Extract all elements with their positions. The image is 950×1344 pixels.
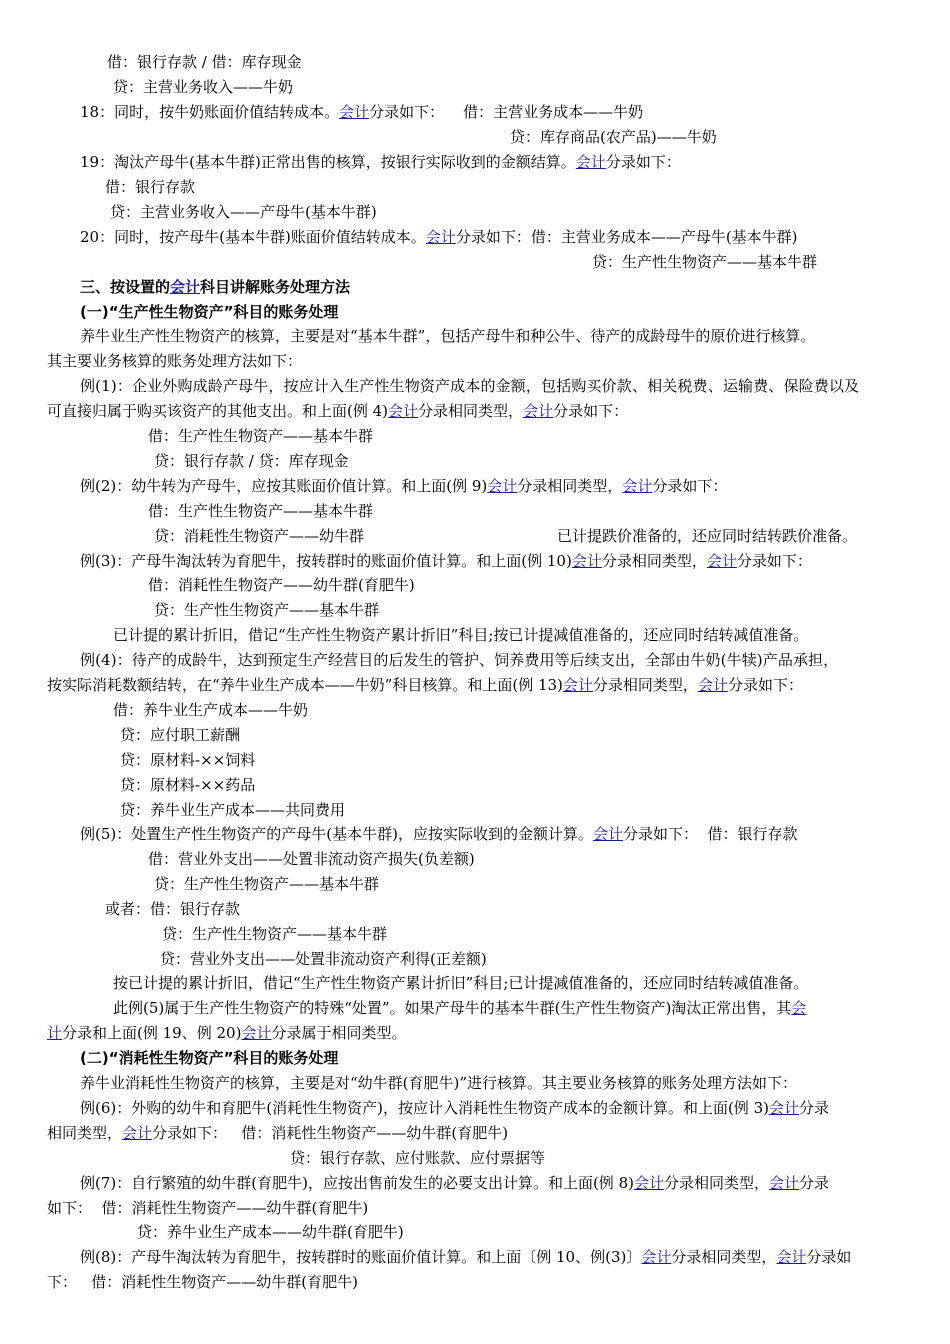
kuaiji-link[interactable]: 会计 — [487, 477, 518, 495]
kuaiji-link[interactable]: 会计 — [633, 1174, 664, 1192]
kuaiji-link[interactable]: 会计 — [241, 1024, 272, 1042]
text-segment: 已计提的累计折旧，借记“生产性生物资产累计折旧”科目;按已计提减值准备的，还应同时结转减值准备。 — [113, 626, 809, 644]
text-segment: 分录和上面(例 19、例 20) — [62, 1024, 242, 1042]
text-segment: 例(8)：产母牛淘汰转为育肥牛，按转群时的账面价值计算。和上面〔例 10、例(3)〕 — [80, 1248, 642, 1266]
text-line — [120, 800, 345, 820]
text-line — [80, 1073, 797, 1093]
text-line — [154, 874, 379, 894]
text-line — [148, 575, 415, 595]
text-segment: 借：银行存款 / 借：库存现金 — [107, 53, 302, 71]
text-segment: 贷：主营业务收入——产母牛(基本牛群) — [110, 203, 377, 221]
text-segment: 贷：生产性生物资产——基本牛群 — [154, 601, 380, 619]
text-segment: 19：淘汰产母牛(基本牛群)正常出售的核算，按银行实际收到的金额结算。 — [80, 153, 576, 171]
text-segment: 分录如下： 借：主营业务成本——牛奶 — [369, 103, 644, 121]
kuaiji-link[interactable]: 会计 — [170, 278, 201, 296]
text-line — [105, 177, 195, 197]
text-segment: 借：消耗性生物资产——幼牛群(育肥牛) — [148, 576, 415, 594]
text-segment: 相同类型， — [47, 1124, 123, 1142]
text-line — [113, 77, 293, 97]
text-line — [148, 849, 475, 869]
text-line — [80, 376, 859, 396]
text-line — [120, 725, 240, 745]
text-line — [510, 127, 717, 147]
text-segment: 例(3)：产母牛淘汰转为育肥牛，按转群时的账面价值计算。和上面(例 10) — [80, 552, 572, 570]
text-line — [80, 152, 681, 172]
kuaiji-link[interactable]: 会计 — [622, 477, 653, 495]
kuaiji-link[interactable]: 会计 — [575, 153, 606, 171]
text-line — [47, 401, 628, 421]
text-line — [557, 526, 857, 546]
text-segment: 例(1)：企业外购成龄产母牛，按应计入生产性生物资产成本的金额，包括购买价款、相关税费、运输费、保险费以及 — [80, 377, 860, 395]
text-line — [47, 1198, 368, 1218]
text-segment: 分录如下： 借：银行存款 — [622, 825, 798, 843]
kuaiji-link[interactable]: 会计 — [769, 1174, 800, 1192]
text-segment: 分录如 — [806, 1248, 852, 1266]
text-segment: (二)“消耗性生物资产”科目的账务处理 — [80, 1049, 339, 1067]
text-segment: 养牛业生产性生物资产的核算，主要是对“基本牛群”，包括产母牛和种公牛、待产的成龄母牛的原价进行核算。 — [80, 327, 816, 345]
text-line — [592, 252, 817, 272]
text-segment: 借：养牛业生产成本——牛奶 — [113, 701, 309, 719]
section-heading — [80, 277, 350, 297]
text-segment: 贷：养牛业生产成本——共同费用 — [120, 801, 346, 819]
text-line — [47, 675, 803, 695]
text-segment: 贷：库存商品(农产品)——牛奶 — [510, 128, 717, 146]
text-line — [290, 1148, 545, 1168]
text-segment: 科目讲解账务处理方法 — [200, 278, 351, 296]
text-line — [47, 351, 302, 371]
text-line — [162, 924, 387, 944]
text-segment: 例(2)：幼牛转为产母牛，应按其账面价值计算。和上面(例 9) — [80, 477, 488, 495]
text-segment: 贷：应付职工薪酬 — [120, 726, 241, 744]
text-segment: 借：银行存款 — [105, 178, 196, 196]
text-line — [47, 1123, 508, 1143]
text-line — [47, 1023, 406, 1043]
kuaiji-link[interactable]: 会计 — [122, 1124, 153, 1142]
text-segment: 或者：借：银行存款 — [105, 900, 241, 918]
text-segment: 贷：生产性生物资产——基本牛群 — [592, 253, 818, 271]
text-line — [160, 949, 487, 969]
text-segment: 贷：生产性生物资产——基本牛群 — [162, 925, 388, 943]
text-line — [105, 899, 240, 919]
kuaiji-link[interactable]: 会计 — [571, 552, 602, 570]
text-line — [120, 775, 255, 795]
text-segment: 下： 借：消耗性生物资产——幼牛群(育肥牛) — [47, 1273, 359, 1291]
kuaiji-link[interactable]: 会计 — [768, 1099, 799, 1117]
text-line — [80, 1098, 829, 1118]
text-segment: 贷：银行存款、应付账款、应付票据等 — [290, 1149, 546, 1167]
kuaiji-link[interactable]: 会计 — [425, 228, 456, 246]
text-line — [80, 102, 643, 122]
text-line — [137, 1222, 404, 1242]
text-segment: 分录如下：借：主营业务成本——产母牛(基本牛群) — [455, 228, 798, 246]
text-segment: 分录如下： — [652, 477, 728, 495]
kuaiji-link[interactable]: 会计 — [339, 103, 370, 121]
text-segment: 例(4)：待产的成龄牛，达到预定生产经营目的后发生的管护、饲养费用等后续支出，全部由牛奶(牛犊)产品承担， — [80, 651, 839, 669]
kuaiji-link[interactable]: 会计 — [562, 676, 593, 694]
text-segment: 贷：消耗性生物资产——幼牛群 — [154, 527, 365, 545]
kuaiji-link[interactable]: 计 — [47, 1024, 63, 1042]
text-line — [110, 202, 377, 222]
text-line — [80, 551, 812, 571]
text-segment: 借：生产性生物资产——基本牛群 — [148, 427, 374, 445]
kuaiji-link[interactable]: 会计 — [706, 552, 737, 570]
kuaiji-link[interactable]: 会 — [791, 999, 807, 1017]
text-segment: 分录 — [799, 1099, 830, 1117]
text-segment: 分录相同类型， — [671, 1248, 777, 1266]
text-segment: 18：同时，按牛奶账面价值结转成本。 — [80, 103, 340, 121]
kuaiji-link[interactable]: 会计 — [592, 825, 623, 843]
text-segment: 分录如下： — [605, 153, 681, 171]
text-line — [80, 476, 727, 496]
text-segment: 三、按设置的 — [80, 278, 171, 296]
text-line — [107, 52, 302, 72]
text-segment: (一)“生产性生物资产”科目的账务处理 — [80, 303, 339, 321]
text-line — [154, 600, 379, 620]
text-segment: 贷：营业外支出——处置非流动资产利得(正差额) — [160, 950, 487, 968]
text-segment: 贷：原材料-××饲料 — [120, 751, 256, 769]
text-line — [113, 973, 808, 993]
text-segment: 按已计提的累计折旧，借记“生产性生物资产累计折旧”科目;已计提减值准备的，还应同时结转减值准备。 — [113, 974, 809, 992]
text-segment: 分录如下： — [727, 676, 803, 694]
text-segment: 分录属于相同类型。 — [271, 1024, 407, 1042]
text-line — [120, 750, 255, 770]
text-segment: 分录相同类型， — [664, 1174, 770, 1192]
text-segment: 分录相同类型， — [601, 552, 707, 570]
text-segment: 如下： 借：消耗性生物资产——幼牛群(育肥牛) — [47, 1199, 369, 1217]
text-segment: 例(6)：外购的幼牛和育肥牛(消耗性生物资产)，按应计入消耗性生物资产成本的金额计算。和上面(例 3) — [80, 1099, 769, 1117]
text-segment: 按实际消耗数额结转，在“养牛业生产成本——牛奶”科目核算。和上面(例 13) — [47, 676, 563, 694]
text-segment: 分录如下： 借：消耗性生物资产——幼牛群(育肥牛) — [152, 1124, 509, 1142]
text-segment: 分录相同类型， — [592, 676, 698, 694]
text-line — [47, 1272, 358, 1292]
text-segment: 分录相同类型， — [517, 477, 623, 495]
text-segment: 借：营业外支出——处置非流动资产损失(负差额) — [148, 850, 475, 868]
text-segment: 贷：生产性生物资产——基本牛群 — [154, 875, 380, 893]
text-line — [80, 650, 838, 670]
text-line — [80, 824, 798, 844]
text-segment: 此例(5)属于生产性生物资产的特殊“处置”。如果产母牛的基本牛群(生产性生物资产)淘汰正常出售，其 — [113, 999, 792, 1017]
text-segment: 养牛业消耗性生物资产的核算，主要是对“幼牛群(育肥牛)”进行核算。其主要业务核算的账务处理方法如下： — [80, 1074, 798, 1092]
text-segment: 贷：养牛业生产成本——幼牛群(育肥牛) — [137, 1223, 404, 1241]
kuaiji-link[interactable]: 会计 — [388, 402, 419, 420]
text-line — [148, 501, 373, 521]
text-line — [80, 1247, 851, 1267]
text-segment: 贷：主营业务收入——牛奶 — [113, 78, 294, 96]
section-heading — [80, 302, 338, 322]
text-segment: 例(5)：处置生产性生物资产的产母牛(基本牛群)，应按实际收到的金额计算。 — [80, 825, 593, 843]
text-segment: 其主要业务核算的账务处理方法如下： — [47, 352, 303, 370]
text-segment: 借：生产性生物资产——基本牛群 — [148, 502, 374, 520]
kuaiji-link[interactable]: 会计 — [523, 402, 554, 420]
text-segment: 20：同时，按产母牛(基本牛群)账面价值结转成本。 — [80, 228, 426, 246]
section-heading — [80, 1048, 338, 1068]
text-line — [113, 700, 308, 720]
text-segment: 例(7)：自行繁殖的幼牛群(育肥牛)，应按出售前发生的必要支出计算。和上面(例 8) — [80, 1174, 634, 1192]
text-segment: 可直接归属于购买该资产的其他支出。和上面(例 4) — [47, 402, 389, 420]
kuaiji-link[interactable]: 会计 — [697, 676, 728, 694]
kuaiji-link[interactable]: 会计 — [776, 1248, 807, 1266]
text-segment: 分录 — [799, 1174, 830, 1192]
text-line — [80, 227, 798, 247]
text-segment: 分录如下： — [736, 552, 812, 570]
text-line — [113, 625, 808, 645]
text-segment: 已计提跌价准备的，还应同时结转跌价准备。 — [557, 527, 858, 545]
text-segment: 贷：原材料-××药品 — [120, 776, 256, 794]
kuaiji-link[interactable]: 会计 — [641, 1248, 672, 1266]
text-line — [148, 426, 373, 446]
text-segment: 分录相同类型， — [418, 402, 524, 420]
text-line — [80, 326, 815, 346]
text-segment: 贷：银行存款 / 贷：库存现金 — [154, 452, 349, 470]
text-line — [113, 998, 806, 1018]
text-line — [154, 451, 349, 471]
text-line — [154, 526, 364, 546]
text-line — [80, 1173, 829, 1193]
text-segment: 分录如下： — [553, 402, 629, 420]
